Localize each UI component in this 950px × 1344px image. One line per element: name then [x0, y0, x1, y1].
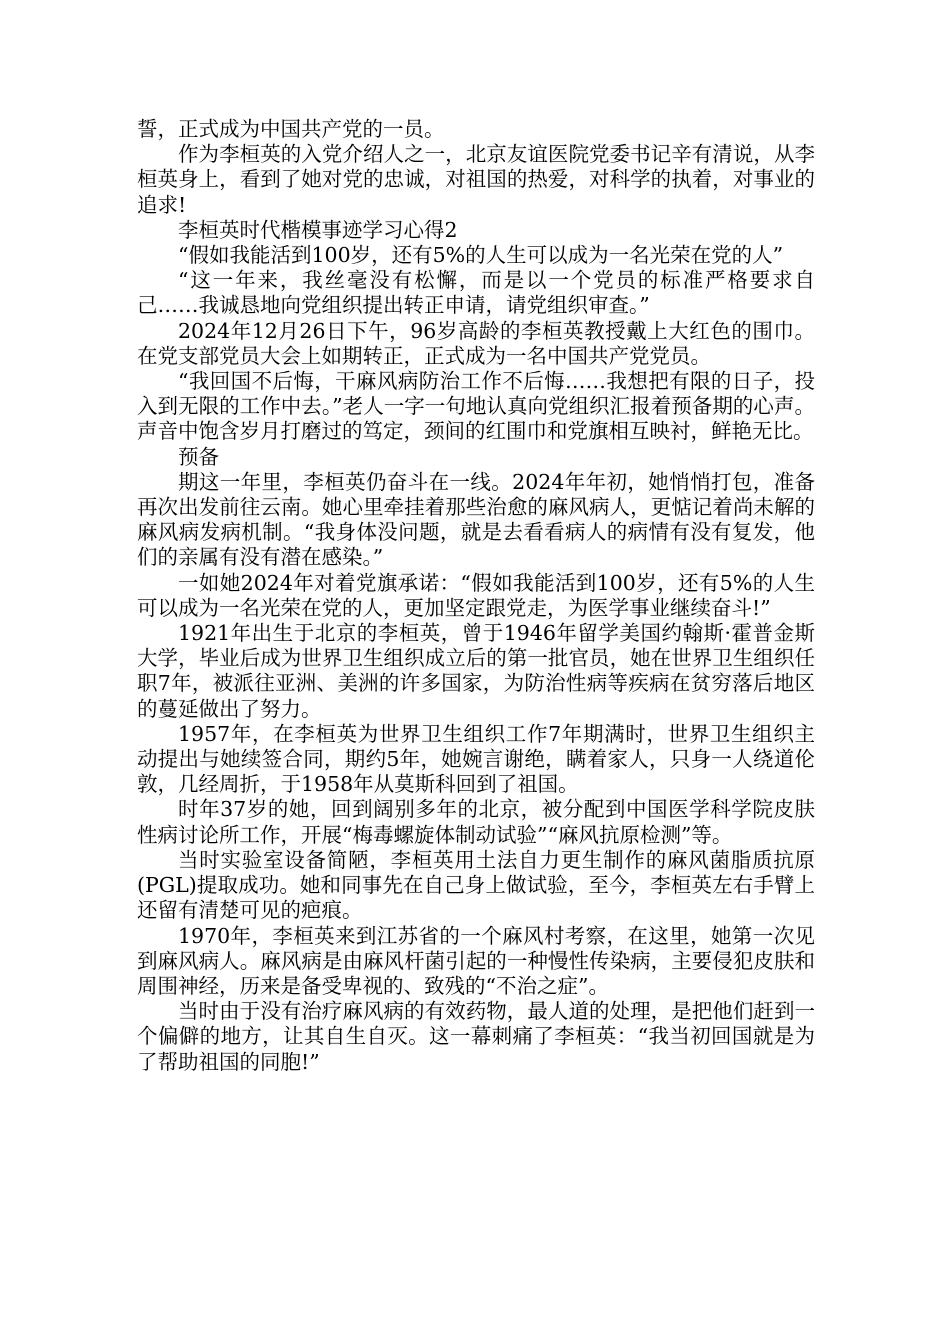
paragraph: “我回国不后悔，干麻风病防治工作不后悔……我想把有限的日子，投入到无限的工作中去。”老人一字一句地认真向党组织汇报着预备期的心声。声音中饱含岁月打磨过的笃定，颈间的红围巾和党旗相互映衬，鲜艳无比。 [137, 369, 815, 444]
paragraph: 1921年出生于北京的李桓英，曾于1946年留学美国约翰斯·霍普金斯大学，毕业后成为世界卫生组织成立后的第一批官员，她在世界卫生组织任职7年，被派往亚洲、美洲的许多国家，为防治性病等疾病在贫穷落后地区的蔓延做出了努力。 [137, 621, 815, 721]
paragraph: “假如我能活到100岁，还有5%的人生可以成为一名光荣在党的人” [178, 243, 784, 268]
section-heading: 李桓英时代楷模事迹学习心得2 [178, 217, 458, 242]
document-body [137, 117, 815, 1075]
paragraph: 誓，正式成为中国共产党的一员。 [137, 117, 445, 141]
paragraph: 当时实验室设备简陋，李桓英用土法自力更生制作的麻风菌脂质抗原(PGL)提取成功。她和同事先在自己身上做试验，至今，李桓英左右手臂上还留有清楚可见的疤痕。 [137, 847, 815, 923]
paragraph: 一如她2024年对着党旗承诺：“假如我能活到100岁，还有5%的人生可以成为一名光荣在党的人，更加坚定跟党走，为医学事业继续奋斗!” [137, 570, 815, 620]
paragraph: 期这一年里，李桓英仍奋斗在一线。2024年年初，她悄悄打包，准备再次出发前往云南。她心里牵挂着那些治愈的麻风病人，更惦记着尚未解的麻风病发病机制。“我身体没问题，就是去看看病人的病情有没有复发，他们的亲属有没有潜在感染。” [137, 469, 815, 570]
paragraph: 作为李桓英的入党介绍人之一，北京友谊医院党委书记辛有清说，从李桓英身上，看到了她对党的忠诚，对祖国的热爱，对科学的执着，对事业的追求! [137, 142, 815, 217]
paragraph: 当时由于没有治疗麻风病的有效药物，最人道的处理，是把他们赶到一个偏僻的地方，让其自生自灭。这一幕刺痛了李桓英：“我当初回国就是为了帮助祖国的同胞!” [137, 999, 815, 1074]
paragraph: “这一年来，我丝毫没有松懈，而是以一个党员的标准严格要求自己……我诚恳地向党组织提出转正申请，请党组织审查。” [137, 268, 815, 318]
paragraph: 2024年12月26日下午，96岁高龄的李桓英教授戴上大红色的围巾。在党支部党员大会上如期转正，正式成为一名中国共产党党员。 [137, 318, 815, 368]
paragraph: 1970年，李桓英来到江苏省的一个麻风村考察，在这里，她第一次见到麻风病人。麻风病是由麻风杆菌引起的一种慢性传染病，主要侵犯皮肤和周围神经，历来是备受卑视的、致残的“不治之症”。 [137, 923, 815, 998]
paragraph: 1957年，在李桓英为世界卫生组织工作7年期满时，世界卫生组织主动提出与她续签合同，期约5年，她婉言谢绝，瞒着家人，只身一人绕道伦敦，几经周折，于1958年从莫斯科回到了祖国。 [137, 721, 815, 797]
paragraph: 预备 [178, 444, 219, 469]
paragraph: 时年37岁的她，回到阔别多年的北京，被分配到中国医学科学院皮肤性病讨论所工作，开展“梅毒螺旋体制动试验”“麻风抗原检测”等。 [137, 797, 815, 847]
